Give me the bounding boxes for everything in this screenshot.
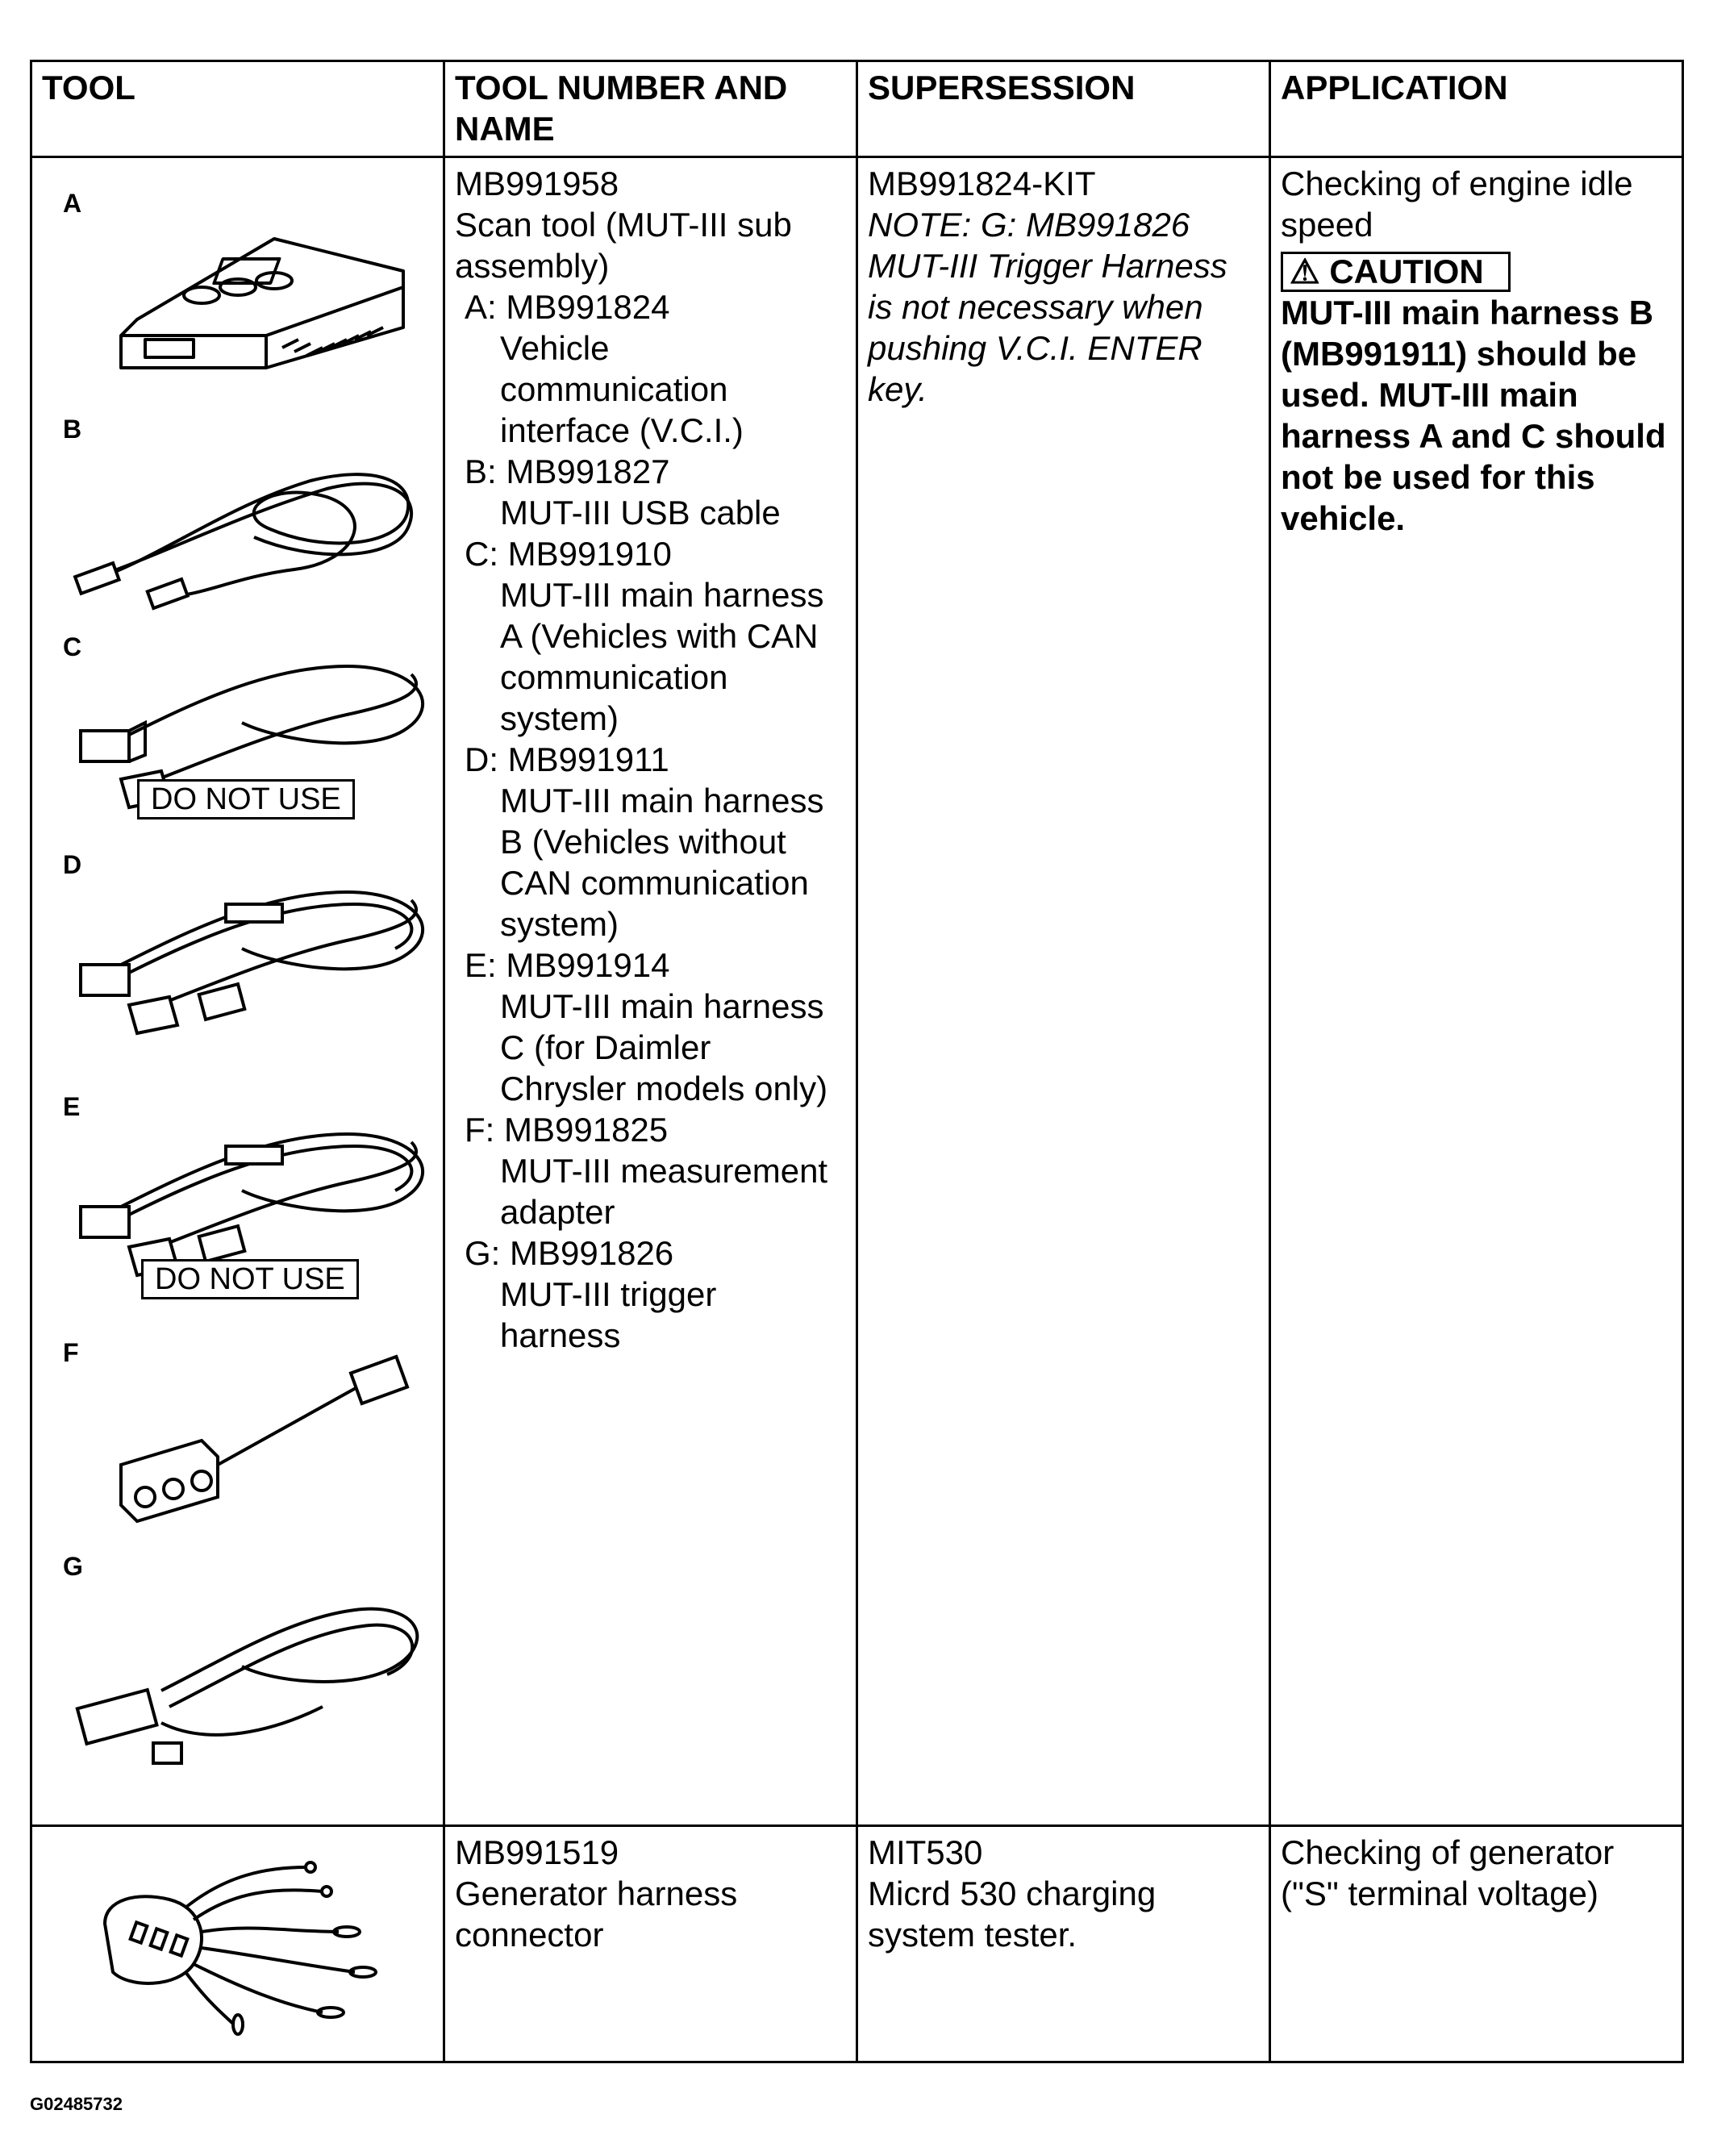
list-item: B: MB991827 MUT-III USB cable — [465, 452, 781, 532]
table-row — [31, 157, 1683, 1826]
tool-letter-a: A — [63, 189, 82, 218]
caution-badge — [1281, 252, 1511, 292]
component-list — [455, 286, 846, 1356]
application-cell — [1270, 1826, 1683, 2062]
generator-harness-connector-illustration — [81, 1843, 419, 2029]
special-tools-table — [30, 60, 1684, 2063]
supersession-code: MB991824-KIT — [868, 165, 1096, 202]
tool-illustration-cell — [31, 1826, 444, 2062]
usb-cable-illustration — [69, 432, 440, 618]
do-not-use-label-c: DO NOT USE — [137, 779, 355, 819]
list-item: C: MB991910 MUT-III main harness A (Vehicles with CAN communication system) — [465, 535, 824, 737]
tool-letter-g: G — [63, 1552, 83, 1581]
application-cell — [1270, 157, 1683, 1826]
trigger-harness-illustration — [65, 1570, 444, 1771]
warning-triangle-icon: ⚠ — [1290, 252, 1320, 290]
tool-letter-d: D — [63, 850, 82, 879]
measurement-adapter-illustration — [89, 1352, 427, 1537]
tool-number: MB991958 — [455, 165, 619, 202]
tool-name: Generator harness connector — [455, 1875, 738, 1954]
supersession-name: Micrd 530 charging system tester. — [868, 1875, 1157, 1954]
tool-number-cell — [444, 1826, 857, 2062]
list-item: F: MB991825 MUT-III measurement adapter — [465, 1111, 828, 1231]
caution-text: MUT-III main harness B (MB991911) should be used. MUT-III main harness A and C should not be used for this vehicle. — [1281, 294, 1666, 537]
supersession-code: MIT530 — [868, 1833, 983, 1871]
supersession-cell — [857, 1826, 1270, 2062]
header-supersession: SUPERSESSION — [857, 61, 1270, 157]
tool-letter-b: B — [63, 415, 82, 444]
main-harness-b-illustration — [65, 868, 444, 1053]
application-text: Checking of generator ("S" terminal voltage) — [1281, 1833, 1615, 1912]
supersession-cell — [857, 157, 1270, 1826]
tool-number: MB991519 — [455, 1833, 619, 1871]
tool-number-cell — [444, 157, 857, 1826]
tool-letter-e: E — [63, 1092, 81, 1121]
list-item: D: MB991911 MUT-III main harness B (Vehicles without CAN communication system) — [465, 740, 824, 943]
header-tool: TOOL — [31, 61, 444, 157]
caution-label: CAUTION — [1329, 252, 1484, 290]
list-item: G: MB991826 MUT-III trigger harness — [465, 1234, 717, 1354]
header-tool-number: TOOL NUMBER AND NAME — [444, 61, 857, 157]
vci-illustration — [89, 206, 411, 384]
do-not-use-label-e: DO NOT USE — [141, 1259, 359, 1299]
header-row — [31, 61, 1683, 157]
figure-id: G02485732 — [30, 2094, 123, 2114]
application-text: Checking of engine idle speed — [1281, 165, 1633, 244]
tool-name: Scan tool (MUT-III sub assembly) — [455, 206, 792, 285]
header-application: APPLICATION — [1270, 61, 1683, 157]
supersession-note: NOTE: G: MB991826 MUT-III Trigger Harness is not necessary when pushing V.C.I. ENTER key. — [868, 206, 1227, 408]
table-row — [31, 1826, 1683, 2062]
tool-illustrations-cell — [31, 157, 444, 1826]
tool-letter-c: C — [63, 632, 82, 661]
tool-letter-f: F — [63, 1338, 79, 1367]
list-item: A: MB991824 Vehicle communication interface (V.C.I.) — [465, 288, 744, 449]
list-item: E: MB991914 MUT-III main harness C (for Daimler Chrysler models only) — [465, 946, 828, 1107]
